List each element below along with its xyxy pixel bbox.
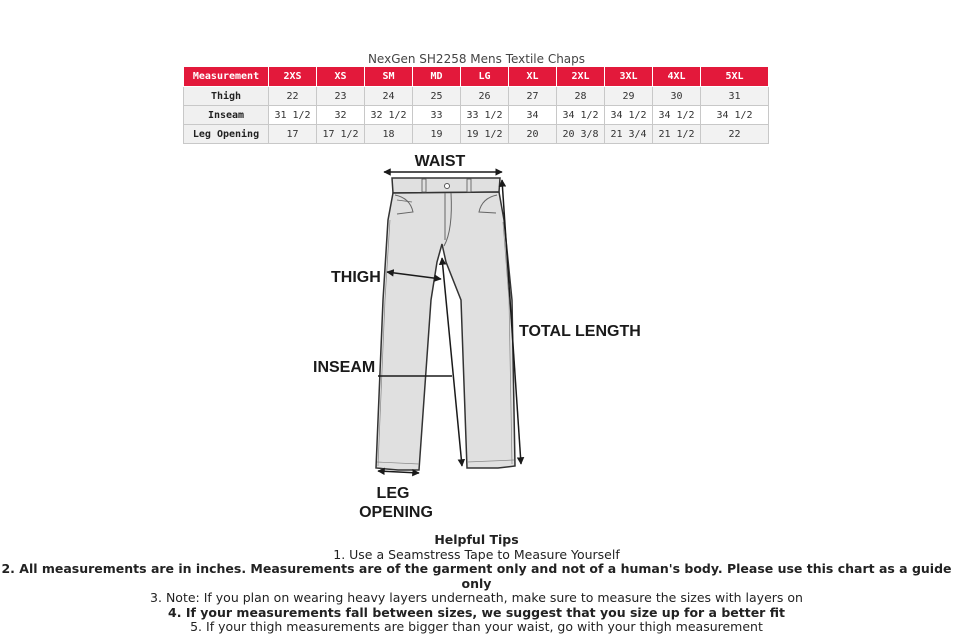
table-cell: 22 [701, 125, 769, 144]
tip-item: 3. Note: If you plan on wearing heavy layers underneath, make sure to measure the sizes with layers on [150, 590, 803, 605]
table-cell: 19 [413, 125, 461, 144]
table-row-leg-opening [184, 125, 769, 144]
leg-opening-measure-line [378, 471, 419, 473]
header-cell-md: MD [413, 67, 461, 87]
tip-item: 2. All measurements are in inches. Measurements are of the garment only and not of a human's body. Please use this chart as a guide only [1, 561, 952, 591]
table-cell: 19 1/2 [461, 125, 509, 144]
table-cell: 32 [317, 106, 365, 125]
tip-item: 5. If your thigh measurements are bigger than your waist, go with your thigh measurement [190, 619, 763, 634]
table-cell: 34 1/2 [557, 106, 605, 125]
header-cell-xs: XS [317, 67, 365, 87]
table-cell: 29 [605, 87, 653, 106]
leg-opening-label-line2: OPENING [359, 504, 433, 521]
header-cell-3xl: 3XL [605, 67, 653, 87]
table-cell: 34 1/2 [701, 106, 769, 125]
header-cell-2xl: 2XL [557, 67, 605, 87]
table-cell: 17 1/2 [317, 125, 365, 144]
table-cell: 27 [509, 87, 557, 106]
header-cell-xl: XL [509, 67, 557, 87]
pants-measurement-diagram [300, 148, 660, 528]
table-cell: 18 [365, 125, 413, 144]
inseam-label: INSEAM [313, 359, 376, 376]
header-cell-sm: SM [365, 67, 413, 87]
tips-heading: Helpful Tips [434, 532, 519, 547]
table-cell: 34 [509, 106, 557, 125]
table-cell: 26 [461, 87, 509, 106]
table-cell: 22 [269, 87, 317, 106]
table-cell: 21 3/4 [605, 125, 653, 144]
table-cell: 31 [701, 87, 769, 106]
thigh-label: THIGH [331, 269, 381, 286]
header-cell-lg: LG [461, 67, 509, 87]
row-label-thigh: Thigh [184, 87, 269, 106]
total-length-label: TOTAL LENGTH [519, 323, 641, 340]
table-cell: 17 [269, 125, 317, 144]
table-cell: 31 1/2 [269, 106, 317, 125]
table-cell: 33 1/2 [461, 106, 509, 125]
header-cell-2xs: 2XS [269, 67, 317, 87]
tip-item: 4. If your measurements fall between sizes, we suggest that you size up for a better fit [168, 604, 785, 620]
waist-label: WAIST [414, 153, 466, 170]
table-cell: 24 [365, 87, 413, 106]
chart-title: NexGen SH2258 Mens Textile Chaps [367, 52, 586, 66]
table-cell: 34 1/2 [605, 106, 653, 125]
table-cell: 21 1/2 [653, 125, 701, 144]
helpful-tips [0, 533, 953, 635]
size-chart-table [183, 66, 769, 144]
table-row-thigh [184, 87, 769, 106]
table-cell: 25 [413, 87, 461, 106]
row-label-leg-opening: Leg Opening [184, 125, 269, 144]
header-cell-measurement: Measurement [184, 67, 269, 87]
table-cell: 20 [509, 125, 557, 144]
table-cell: 28 [557, 87, 605, 106]
pants-illustration [376, 178, 515, 470]
tip-item: 1. Use a Seamstress Tape to Measure Yourself [333, 546, 620, 562]
table-cell: 32 1/2 [365, 106, 413, 125]
table-cell: 30 [653, 87, 701, 106]
leg-opening-label-line1: LEG [376, 485, 410, 502]
table-cell: 23 [317, 87, 365, 106]
header-cell-4xl: 4XL [653, 67, 701, 87]
table-header-row [184, 67, 769, 87]
table-cell: 20 3/8 [557, 125, 605, 144]
table-row-inseam [184, 106, 769, 125]
header-cell-5xl: 5XL [701, 67, 769, 87]
table-cell: 33 [413, 106, 461, 125]
table-cell: 34 1/2 [653, 106, 701, 125]
row-label-inseam: Inseam [184, 106, 269, 125]
